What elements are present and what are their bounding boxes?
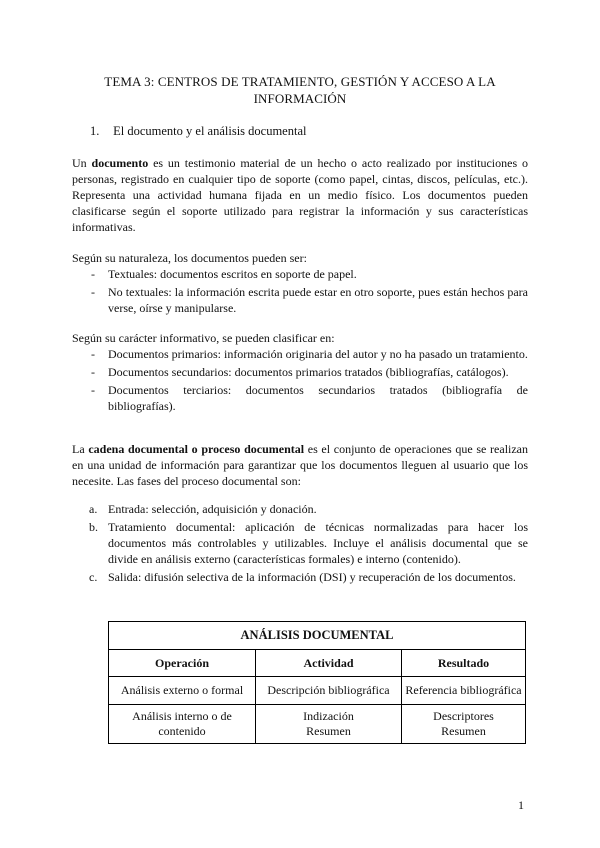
caracter-list bbox=[72, 346, 528, 416]
table-cell bbox=[402, 705, 526, 744]
list-item: - Documentos secundarios: documentos primarios tratados (bibliografías, catálogos). bbox=[72, 364, 528, 380]
list-item: - Documentos primarios: información originaria del autor y no ha pasado un tratamiento. bbox=[72, 346, 528, 362]
cell-line: Resumen bbox=[306, 724, 351, 738]
intro-paragraph bbox=[72, 155, 528, 235]
cell-line: Resumen bbox=[441, 724, 486, 738]
list-item: - Textuales: documentos escritos en soporte de papel. bbox=[72, 266, 528, 282]
list-text: Salida: difusión selectiva de la información (DSI) y recuperación de los documentos. bbox=[108, 570, 516, 584]
table-header: Resultado bbox=[402, 650, 526, 677]
naturaleza-lead: Según su naturaleza, los documentos pueden ser: bbox=[72, 251, 307, 265]
naturaleza-list bbox=[72, 266, 528, 318]
table-cell: Referencia bibliográfica bbox=[402, 677, 526, 705]
list-marker: a. bbox=[89, 502, 98, 516]
list-marker: c. bbox=[89, 570, 98, 584]
fases-list bbox=[72, 501, 528, 587]
title-line-1: TEMA 3: CENTROS DE TRATAMIENTO, GESTIÓN Y ACCESO A LA bbox=[104, 74, 496, 89]
intro-pre: Un bbox=[72, 156, 92, 170]
cadena-paragraph bbox=[72, 441, 528, 489]
table-cell: Descripción bibliográfica bbox=[256, 677, 402, 705]
cell-line: contenido bbox=[158, 724, 206, 738]
cell-line: Descriptores bbox=[433, 709, 494, 723]
cell-line: Análisis interno o de bbox=[132, 709, 232, 723]
list-item: - No textuales: la información escrita puede estar en otro soporte, pues están hechos para verse, oírse y manipularse. bbox=[72, 284, 528, 316]
cell-line: Indización bbox=[303, 709, 354, 723]
caracter-lead: Según su carácter informativo, se pueden clasificar en: bbox=[72, 331, 335, 345]
cadena-pre: La bbox=[72, 442, 89, 456]
section-title: El documento y el análisis documental bbox=[113, 124, 307, 138]
table-row bbox=[109, 705, 526, 744]
cadena-post: es el conjunto de operaciones que se realizan en una unidad de información para garantizar que los documentos lleguen al usuario que los necesite. Las fases del proceso documental son: bbox=[72, 442, 529, 488]
title-line-2: INFORMACIÓN bbox=[253, 91, 347, 106]
intro-term: documento bbox=[91, 156, 149, 170]
page-number: 1 bbox=[518, 798, 524, 812]
table-header: Actividad bbox=[256, 650, 402, 677]
table-cell bbox=[256, 705, 402, 744]
list-marker: b. bbox=[89, 520, 98, 534]
page-title bbox=[90, 73, 510, 107]
table-cell bbox=[109, 705, 256, 744]
table-cell: Análisis externo o formal bbox=[109, 677, 256, 705]
list-item bbox=[72, 569, 528, 585]
list-item bbox=[72, 501, 528, 517]
analisis-table bbox=[108, 621, 526, 744]
table-row bbox=[109, 677, 526, 705]
cadena-term: cadena documental o proceso documental bbox=[88, 442, 305, 456]
table-header: Operación bbox=[109, 650, 256, 677]
section-number: 1. bbox=[90, 124, 100, 138]
list-item: - Documentos terciarios: documentos secundarios tratados (bibliografía de bibliografías). bbox=[72, 382, 528, 414]
section-heading bbox=[90, 124, 306, 139]
intro-post: es un testimonio material de un hecho o acto realizado por instituciones o personas, registrado en cualquier tipo de soporte (como papel, cintas, discos, películas, etc.). Representa una actividad humana fijada en un medio físico. Los documentos pueden clasificarse según el soporte utilizado para registrar la información y sus características informativas. bbox=[72, 156, 528, 234]
table-caption: ANÁLISIS DOCUMENTAL bbox=[109, 622, 526, 650]
list-text: Tratamiento documental: aplicación de técnicas normalizadas para hacer los documentos más controlables y utilizables. Incluye el análisis documental que se divide en análisis externo (características formales) e interno (contenido). bbox=[108, 520, 528, 566]
list-item bbox=[72, 519, 528, 567]
list-text: Entrada: selección, adquisición y donación. bbox=[108, 502, 317, 516]
